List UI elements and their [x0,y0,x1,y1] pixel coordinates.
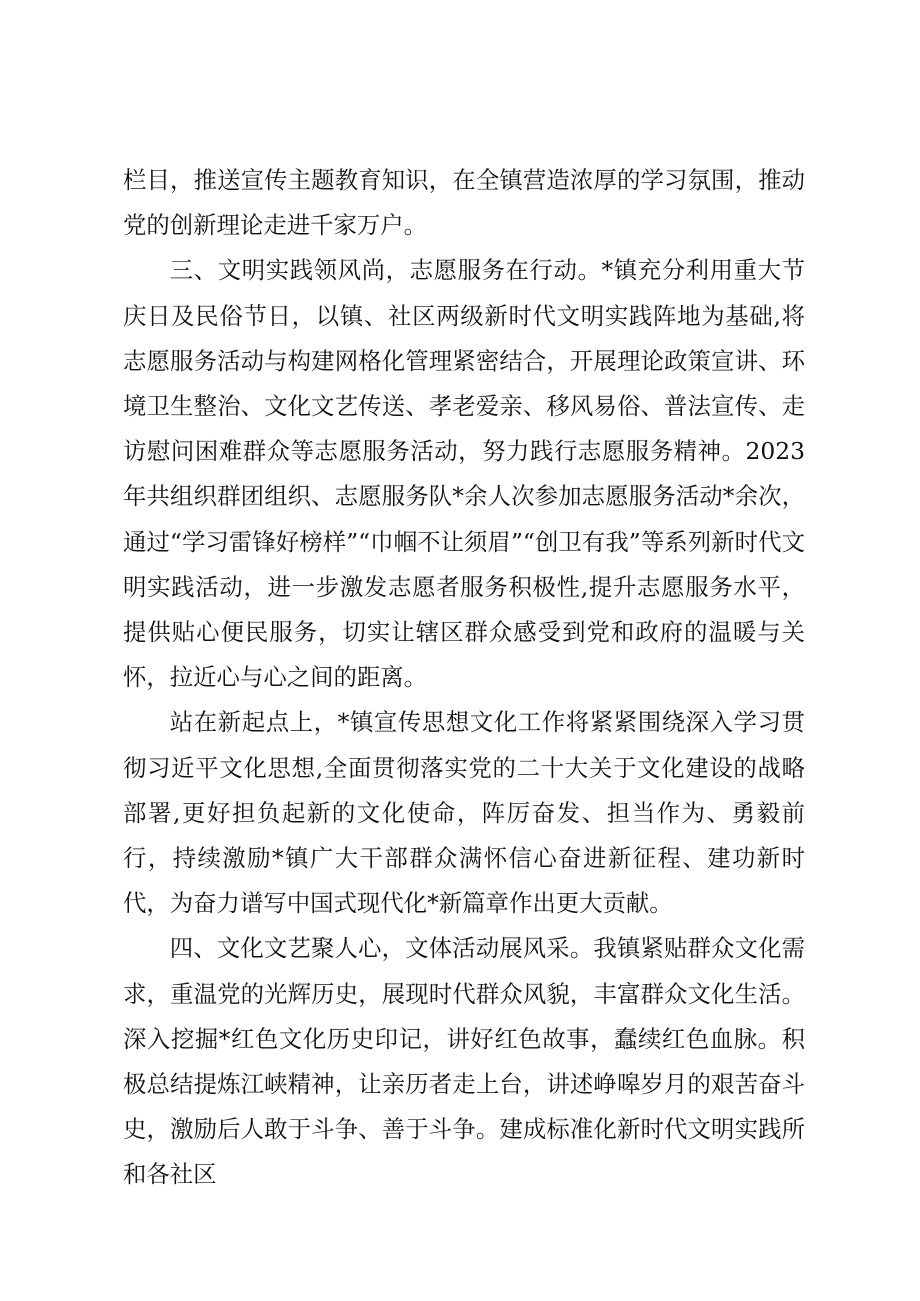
paragraph-new-starting-point: 站在新起点上，*镇宣传思想文化工作将紧紧围绕深入学习贯彻习近平文化思想,全面贯彻落实党的二十大关于文化建设的战略部署,更好担负起新的文化使命，阵厉奋发、担当作为、勇毅前行，持续激励*镇广大干部群众满怀信心奋进新征程、建功新时代，为奋力谱写中国式现代化*新篇章作出更大贡献。 [123,708,805,918]
paragraph-continuation: 栏目，推送宣传主题教育知识，在全镇营造浓厚的学习氛围，推动党的创新理论走进千家万户。 [123,166,805,240]
paragraph-culture-arts: 四、文化文艺聚人心，文体活动展风采。我镇紧贴群众文化需求，重温党的光辉历史，展现时代群众风貌，丰富群众文化生活。深入挖掘*红色文化历史印记，讲好红色故事，蠢续红色血脉。积极总结提炼江峡精神，让亲历者走上台，讲述峥嗥岁月的艰苦奋斗史，激励后人敢于斗争、善于斗争。建成标准化新时代文明实践所和各社区 [123,934,805,1189]
document-body [123,158,805,1198]
paragraph-civilization-practice: 三、文明实践领风尚，志愿服务在行动。*镇充分利用重大节庆日及民俗节日，以镇、社区两级新时代文明实践阵地为基础,将志愿服务活动与构建网格化管理紧密结合，开展理论政策宣讲、环境卫生整治、文化文艺传送、孝老爱亲、移风易俗、普法宣传、走访慰问困难群众等志愿服务活动，努力践行志愿服务精神。2023年共组织群团组织、志愿服务队*余人次参加志愿服务活动*余次，通过“学习雷锋好榜样”“巾帼不让须眉”“创卫有我”等系列新时代文明实践活动，进一步激发志愿者服务积极性,提升志愿服务水平，提供贴心便民服务，切实让辖区群众感受到党和政府的温暖与关怀，拉近心与心之间的距离。 [123,256,805,692]
